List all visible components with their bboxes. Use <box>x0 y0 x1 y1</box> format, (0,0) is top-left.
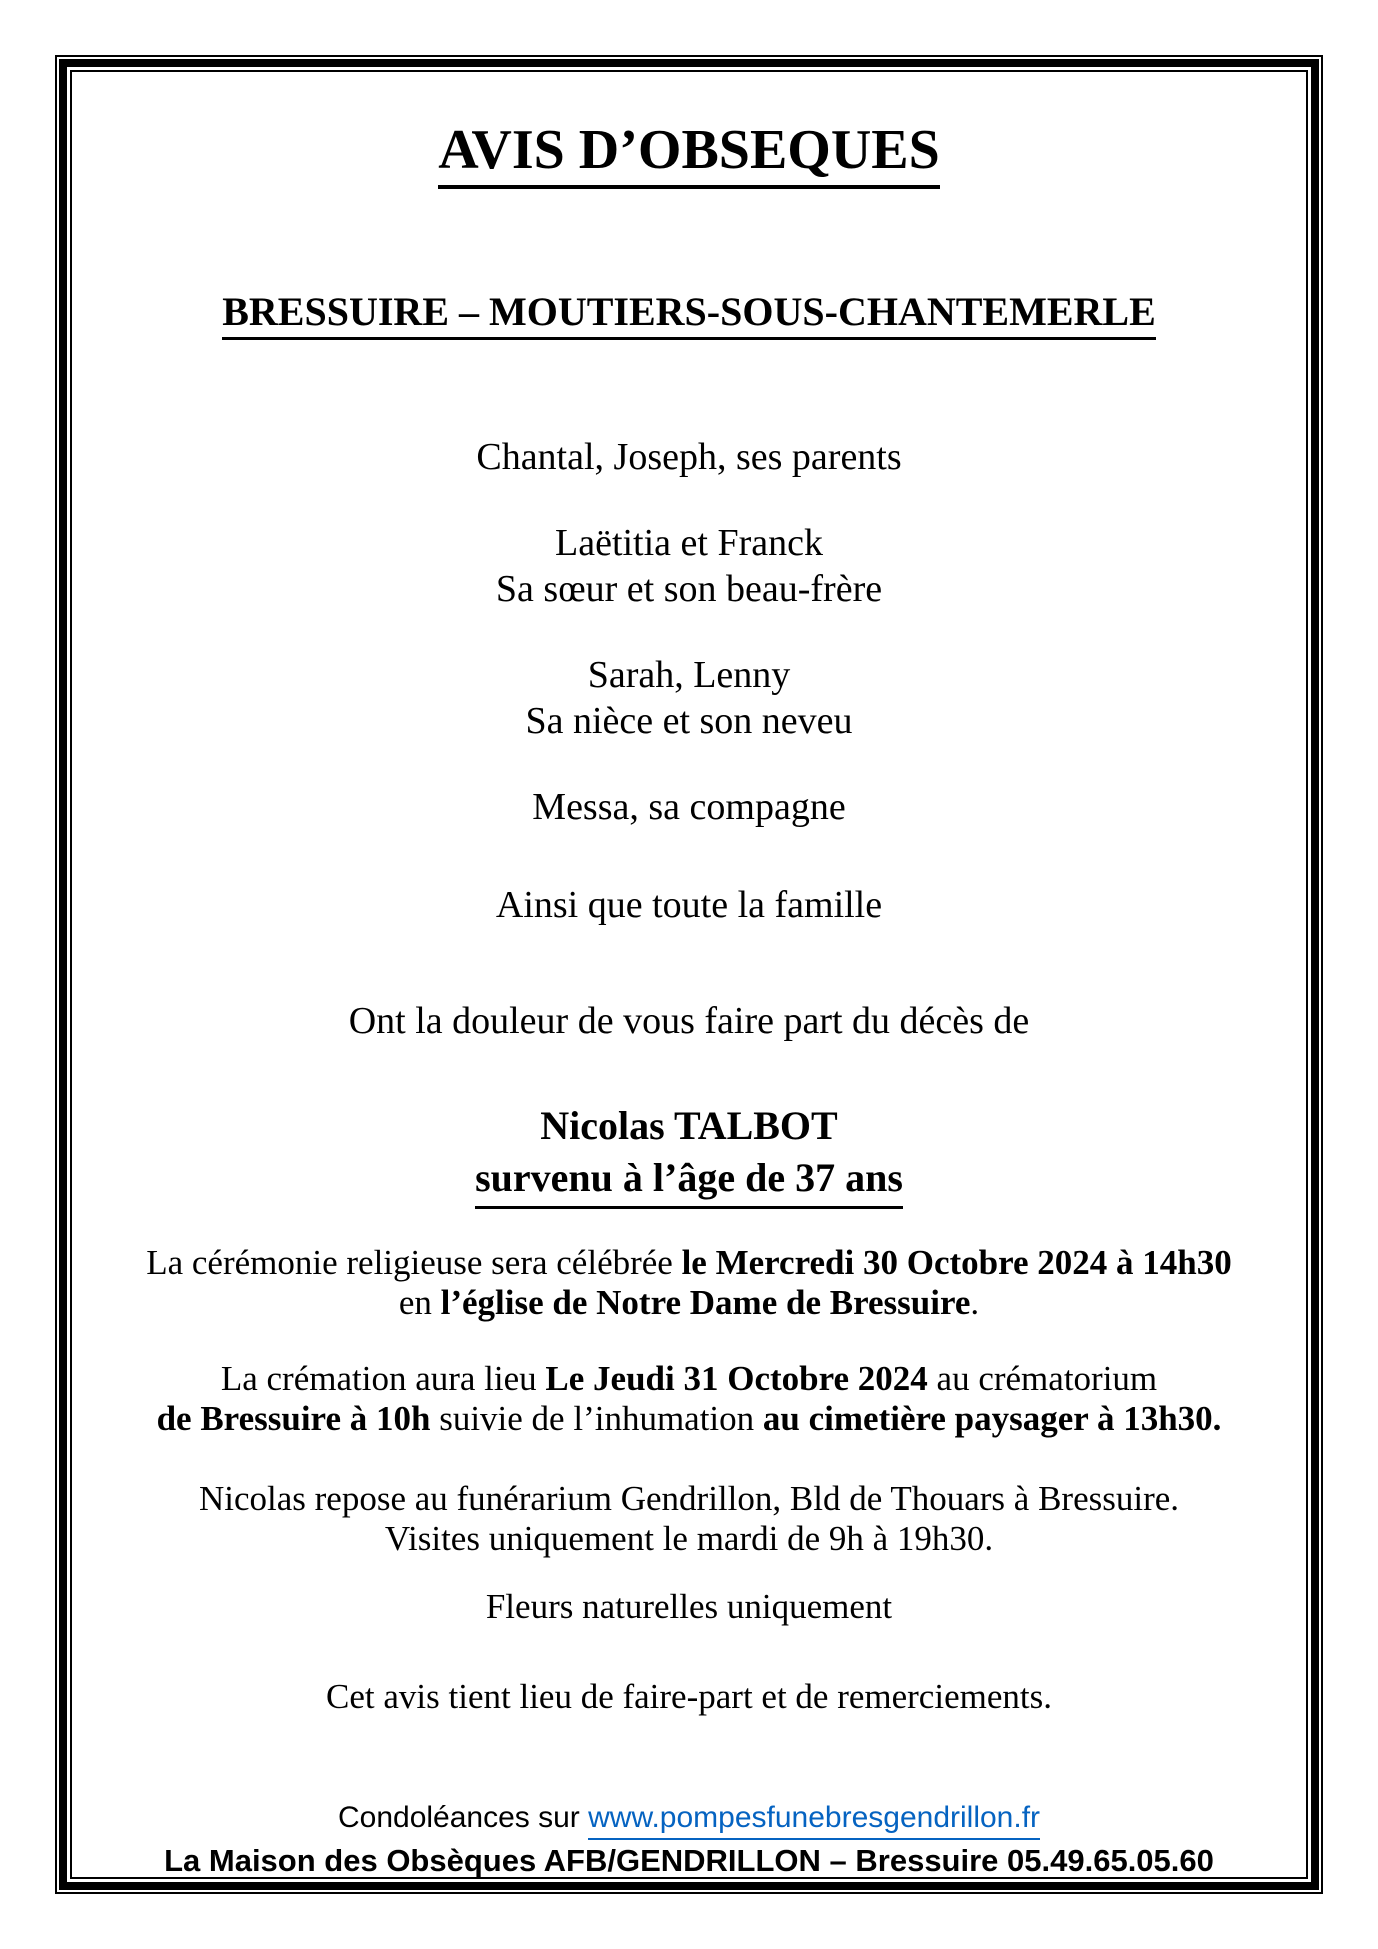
family-line: Sarah, Lenny <box>587 654 791 696</box>
text-segment: en <box>398 1283 441 1322</box>
page-border-thick-band <box>59 59 1319 1890</box>
condolences-prefix: Condoléances sur <box>337 1801 589 1834</box>
funeral-home-line <box>112 1842 1266 1879</box>
condolences-website-link[interactable]: www.pompesfunebresgendrillon.fr <box>588 1799 1040 1840</box>
family-group <box>112 784 1266 830</box>
deceased-age-line <box>112 1152 1266 1209</box>
family-line: Laëtitia et Franck <box>555 522 823 564</box>
funeral-home-text: La Maison des Obsèques AFB/GENDRILLON – Bressuire 05.49.65.05.60 <box>164 1842 1214 1879</box>
page-border-inner-line <box>70 70 1308 1879</box>
cremation-line-2 <box>112 1399 1266 1439</box>
family-group <box>112 652 1266 744</box>
repose-paragraph <box>112 1479 1266 1559</box>
text-segment: au crématorium <box>927 1359 1158 1398</box>
text-segment: de Bressuire à 10h <box>156 1399 431 1438</box>
deceased-name: Nicolas TALBOT <box>540 1103 838 1148</box>
region-heading <box>112 289 1266 340</box>
family-list <box>112 434 1266 928</box>
repose-line-2: Visites uniquement le mardi de 9h à 19h30. <box>384 1519 994 1558</box>
text-segment: La crémation aura lieu <box>220 1359 546 1398</box>
document-content <box>72 118 1306 1879</box>
text-segment: La cérémonie religieuse sera célébrée <box>146 1243 682 1282</box>
page-border-frame <box>55 55 1323 1894</box>
condolences-line <box>112 1799 1266 1840</box>
family-line: Messa, sa compagne <box>532 786 846 828</box>
deceased-block <box>112 1100 1266 1209</box>
family-line: Ainsi que toute la famille <box>495 884 883 926</box>
text-segment: l’église de Notre Dame de Bressuire <box>440 1283 971 1322</box>
region-heading-text: BRESSUIRE – MOUTIERS-SOUS-CHANTEMERLE <box>222 289 1156 340</box>
family-line: Sa nièce et son neveu <box>525 700 853 742</box>
family-group <box>112 520 1266 612</box>
cremation-paragraph <box>112 1359 1266 1439</box>
flowers-line: Fleurs naturelles uniquement <box>485 1587 893 1626</box>
announcement-line: Ont la douleur de vous faire part du décès de <box>348 1000 1030 1042</box>
ceremony-paragraph <box>112 1243 1266 1323</box>
ceremony-line-2 <box>112 1283 1266 1323</box>
page-title-text: AVIS D’OBSEQUES <box>438 118 940 189</box>
cremation-line-1 <box>112 1359 1266 1399</box>
repose-line-1: Nicolas repose au funérarium Gendrillon, Bld de Thouars à Bressuire. <box>198 1479 1180 1518</box>
family-line: Sa sœur et son beau-frère <box>495 568 883 610</box>
ceremony-line-1 <box>112 1243 1266 1283</box>
page-title <box>112 118 1266 189</box>
family-group <box>112 882 1266 928</box>
text-segment: . <box>970 1283 980 1322</box>
family-line: Chantal, Joseph, ses parents <box>476 436 902 478</box>
text-segment: le Mercredi 30 Octobre 2024 à 14h30 <box>681 1243 1232 1282</box>
text-segment: au cimetière paysager à 13h30. <box>762 1399 1222 1438</box>
text-segment: Le Jeudi 31 Octobre 2024 <box>545 1359 928 1398</box>
text-segment: suivie de l’inhumation <box>430 1399 763 1438</box>
family-group <box>112 434 1266 480</box>
notice-line: Cet avis tient lieu de faire-part et de remerciements. <box>326 1677 1052 1716</box>
deceased-age-text: survenu à l’âge de 37 ans <box>475 1152 903 1209</box>
